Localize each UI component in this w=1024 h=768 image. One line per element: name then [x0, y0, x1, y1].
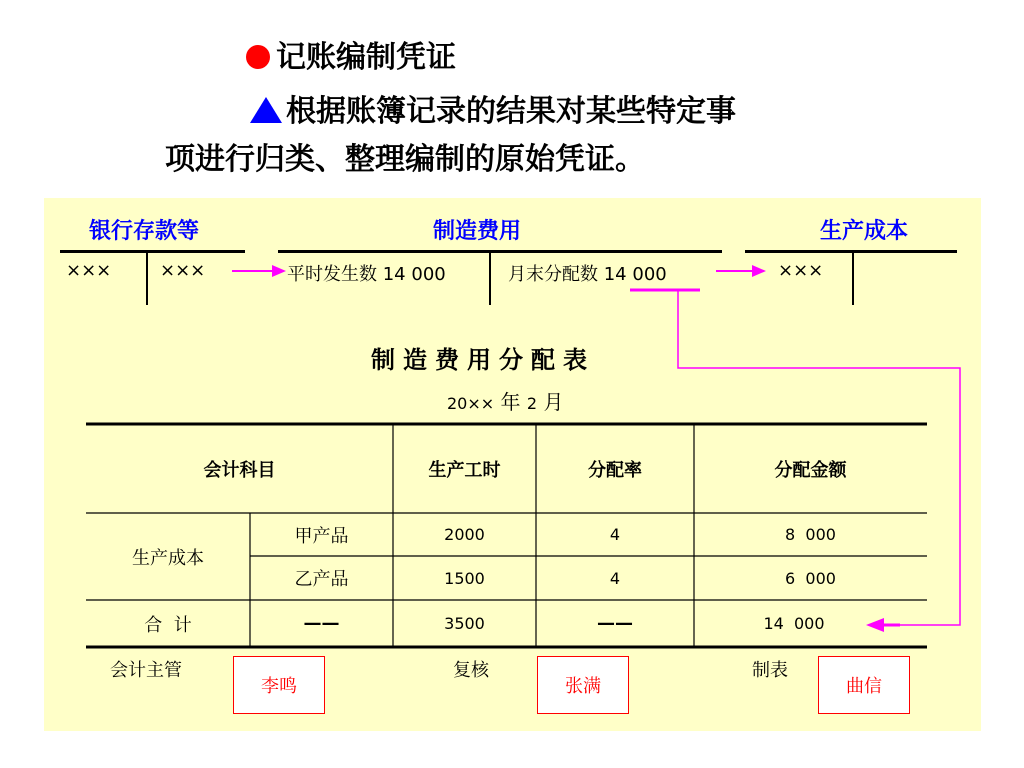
heading-line-3: 项进行归类、整理编制的原始凭证。 — [165, 142, 645, 177]
col-header-account: 会计科目 — [203, 459, 276, 481]
heading-text: 根据账簿记录的结果对某些特定事 — [286, 94, 736, 129]
col-header-hours: 生产工时 — [428, 459, 501, 481]
t-account-bank-title: 银行存款等 — [89, 219, 200, 244]
row-2-hours: 1500 — [444, 568, 485, 588]
preparer-label: 制表 — [752, 660, 788, 681]
arrow-bank-to-overhead — [232, 265, 286, 277]
row-2-rate: 4 — [609, 568, 621, 588]
total-amount: 14 000 — [763, 614, 825, 633]
t-account-overhead-title: 制造费用 — [433, 219, 522, 244]
supervisor-label: 会计主管 — [110, 660, 182, 681]
production-debit-entry: ××× — [778, 260, 824, 281]
total-hours: 3500 — [444, 614, 485, 633]
bank-credit-entry: ××× — [160, 260, 206, 281]
row-2-amount: 6 000 — [785, 568, 836, 588]
reviewer-label: 复核 — [453, 660, 489, 681]
row-1-amount: 8 000 — [785, 525, 836, 544]
group-label-production-cost: 生产成本 — [132, 547, 204, 569]
total-item-dash: —— — [303, 613, 340, 634]
heading-title: 记账编制凭证 — [276, 40, 456, 75]
row-1-item: 甲产品 — [294, 525, 349, 547]
preparer-signature-box: 曲信 — [818, 656, 910, 714]
t-account-production-title: 生产成本 — [820, 219, 909, 244]
arrow-overhead-to-production — [716, 265, 766, 277]
table-date: 20×× 年 2 月 — [447, 390, 564, 414]
table-title: 制造费用分配表 — [371, 346, 595, 374]
overhead-credit-entry: 月末分配数 14 000 — [508, 264, 667, 285]
bank-debit-entry: ××× — [66, 260, 112, 281]
row-2-item: 乙产品 — [294, 569, 349, 590]
total-rate-dash: —— — [597, 613, 633, 634]
supervisor-signature-box: 李鸣 — [233, 656, 325, 714]
row-1-rate: 4 — [609, 525, 621, 544]
total-label: 合 计 — [144, 614, 192, 636]
col-header-amount: 分配金额 — [774, 459, 847, 481]
col-header-rate: 分配率 — [588, 459, 642, 481]
reviewer-signature-box: 张满 — [537, 656, 629, 714]
row-1-hours: 2000 — [444, 525, 485, 544]
overhead-debit-entry: 平时发生数 14 000 — [287, 264, 446, 285]
